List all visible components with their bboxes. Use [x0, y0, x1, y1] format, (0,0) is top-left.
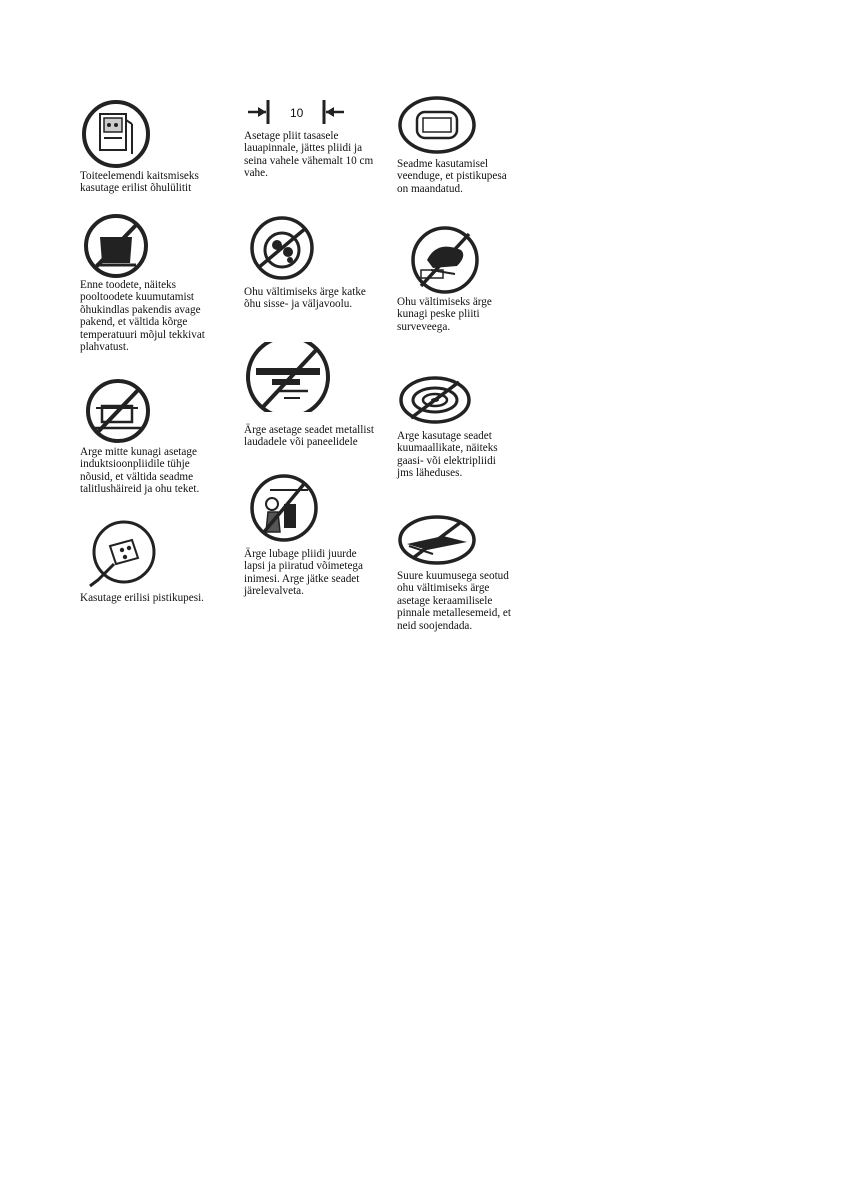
- caption-airflow: Ohu vältimiseks ärge katke õhu sisse- ja väljavoolu.: [244, 286, 366, 311]
- caption-water-spray: Ohu vältimiseks ärge kunagi peske pliiti surveveega.: [397, 296, 492, 333]
- caption-special-plug: Kasutage erilisi pistikupesi.: [80, 592, 204, 604]
- child-icon: [244, 474, 324, 542]
- caption-metal-table: Ärge asetage seadet metallist laudadele või paneelidele: [244, 424, 374, 449]
- warning-heat-sources: [397, 374, 547, 480]
- caption-heat-sources: Arge kasutage seadet kuumaallikate, näiteks gaasi- või elektripliidi jms läheduses.: [397, 430, 498, 480]
- caption-power-switch: Toiteelemendi kaitsmiseks kasutage erilist õhulülitit: [80, 170, 199, 195]
- warning-spacing: [244, 98, 394, 180]
- warning-empty-pots: [80, 376, 230, 496]
- warning-special-plug: [80, 520, 230, 604]
- caption-metal-objects: Suure kuumusega seotud ohu vältimiseks ärge asetage keraamilisele pinnale metallesemeid, et neid soojendada.: [397, 570, 512, 632]
- spacing-value: 10: [290, 106, 304, 120]
- warning-metal-table: [244, 342, 394, 449]
- warning-power-switch: [80, 98, 230, 195]
- circuit-breaker-icon: [80, 98, 152, 170]
- caption-spacing: Asetage pliit tasasele lauapinnale, jättes pliidi ja seina vahele vähemalt 10 cm vahe.: [244, 130, 374, 180]
- caption-empty-pots: Arge mitte kunagi asetage induktsioonpliidile tühje nõusid, et vältida seadme talitlushäireid ja ohu teket.: [80, 446, 200, 496]
- water-spray-icon: [397, 226, 489, 294]
- plug-icon: [80, 520, 160, 588]
- empty-pot-icon: [80, 376, 152, 446]
- warning-metal-objects: [397, 514, 547, 632]
- gas-burner-icon: [397, 374, 473, 426]
- metal-table-icon: [244, 342, 332, 412]
- caption-grounded-socket: Seadme kasutamisel veenduge, et pistikupesa on maandatud.: [397, 158, 507, 195]
- sealed-container-icon: [80, 213, 152, 279]
- caption-sealed-package: Enne toodete, näiteks pooltoodete kuumutamist õhukindlas pakendis avage pakend, et vältida kõrge temperatuuri mõjul tekkivat plahvatust.: [80, 279, 205, 354]
- hot-surface-icon: [397, 514, 477, 566]
- caption-children: Ärge lubage pliidi juurde lapsi ja piiratud võimetega inimesi. Arge jätke seadet järelevalveta.: [244, 548, 363, 598]
- warning-sealed-package: [80, 213, 230, 353]
- grounded-socket-icon: [397, 96, 477, 154]
- warning-airflow: [244, 214, 394, 311]
- warning-children: [244, 474, 394, 598]
- warning-water-spray: [397, 226, 547, 333]
- fan-icon: [244, 214, 320, 282]
- warning-grounded-socket: [397, 96, 547, 195]
